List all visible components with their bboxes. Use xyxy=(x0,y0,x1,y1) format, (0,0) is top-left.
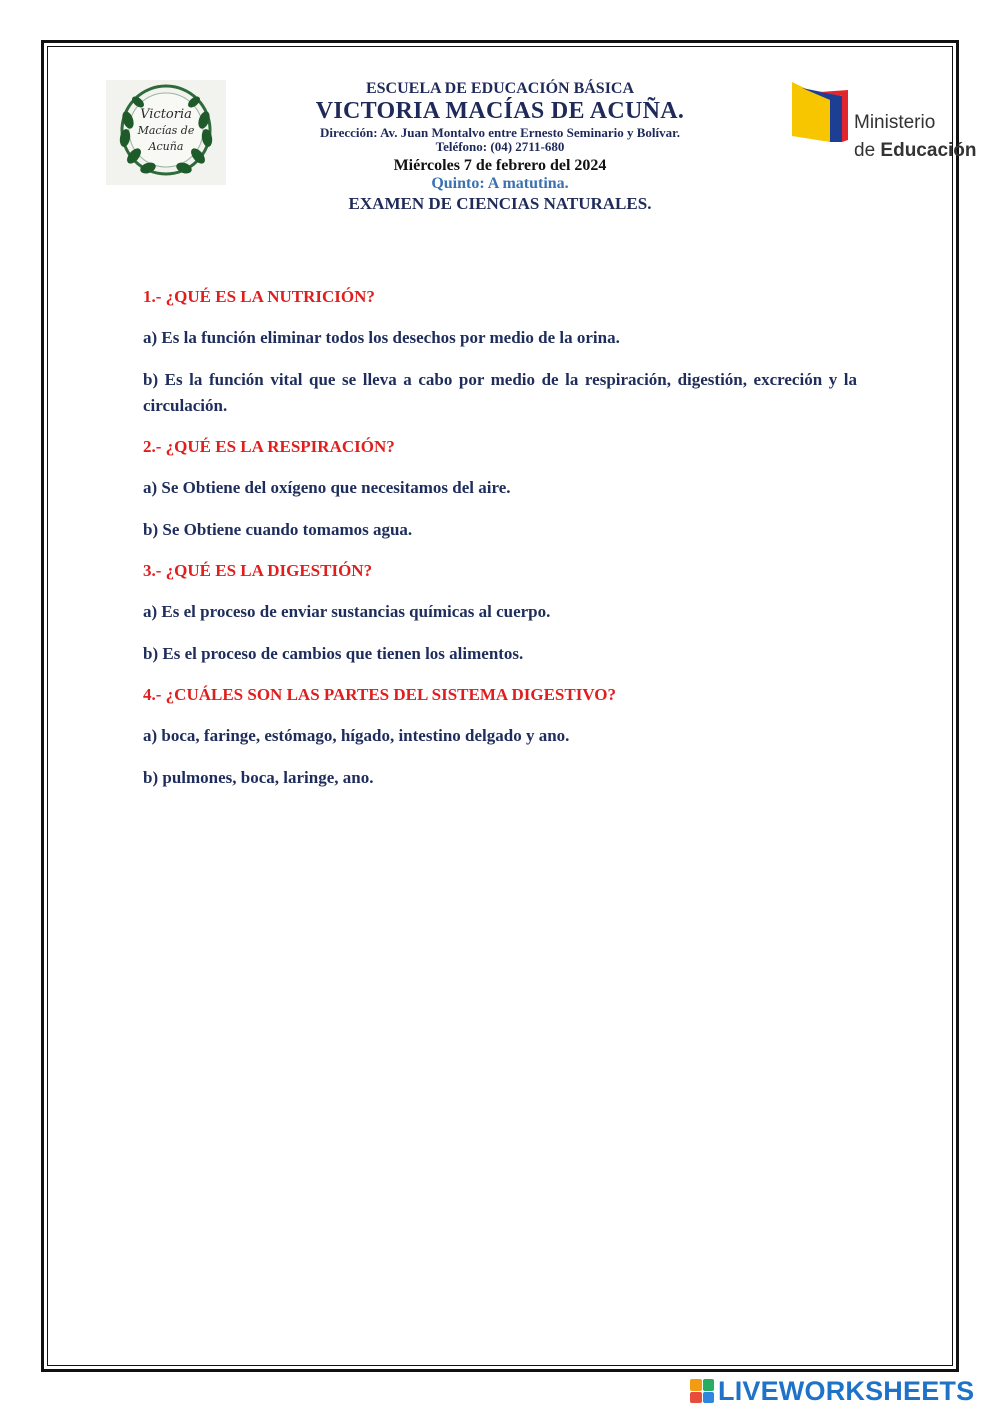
ministry-line2-bold: Educación xyxy=(880,140,977,161)
grade-label: Quinto: A matutina. xyxy=(431,175,569,193)
question-2-option-a[interactable]: a) Se Obtiene del oxígeno que necesitamos del aire. xyxy=(143,478,511,497)
question-1-option-a[interactable]: a) Es la función eliminar todos los desechos por medio de la orina. xyxy=(143,328,620,347)
exam-content xyxy=(143,285,857,807)
question-2: 2.- ¿QUÉ ES LA RESPIRACIÓN? xyxy=(143,437,395,456)
school-logo xyxy=(106,80,226,185)
liveworksheets-text: LIVEWORKSHEETS xyxy=(718,1375,975,1406)
svg-text:de Educación xyxy=(854,140,977,161)
ministry-logo xyxy=(790,78,977,161)
school-address: Dirección: Av. Juan Montalvo entre Ernesto Seminario y Bolívar. xyxy=(320,124,680,140)
document-header xyxy=(230,80,770,213)
school-phone: Teléfono: (04) 2711-680 xyxy=(435,139,565,155)
ministry-line1: Ministerio xyxy=(854,112,936,133)
exam-title: EXAMEN DE CIENCIAS NATURALES. xyxy=(348,193,652,213)
question-4-option-b[interactable]: b) pulmones, boca, laringe, ano. xyxy=(143,768,374,787)
school-name: VICTORIA MACÍAS DE ACUÑA. xyxy=(315,97,685,124)
question-3-option-b[interactable]: b) Es el proceso de cambios que tienen los alimentos. xyxy=(143,644,524,663)
question-1-option-b[interactable]: b) Es la función vital que se lleva a cabo por medio de la respiración, digestión, excreción y la circulación. xyxy=(143,370,857,415)
question-2-option-b[interactable]: b) Se Obtiene cuando tomamos agua. xyxy=(143,520,413,539)
liveworksheets-icon xyxy=(690,1379,714,1403)
question-3-option-a[interactable]: a) Es el proceso de enviar sustancias químicas al cuerpo. xyxy=(143,602,551,621)
ministry-line2-prefix: de xyxy=(854,140,881,161)
logo-line1: Victoria xyxy=(140,107,192,122)
logo-line2: Macías de xyxy=(137,124,195,137)
question-1: 1.- ¿QUÉ ES LA NUTRICIÓN? xyxy=(143,287,375,306)
question-4-option-a[interactable]: a) boca, faringe, estómago, hígado, intestino delgado y ano. xyxy=(143,726,570,745)
exam-date: Miércoles 7 de febrero del 2024 xyxy=(393,156,607,174)
question-3: 3.- ¿QUÉ ES LA DIGESTIÓN? xyxy=(143,561,373,580)
question-4: 4.- ¿CUÁLES SON LAS PARTES DEL SISTEMA DIGESTIVO? xyxy=(143,685,616,704)
school-type: ESCUELA DE EDUCACIÓN BÁSICA xyxy=(365,80,635,97)
logo-line3: Acuña xyxy=(148,140,184,153)
liveworksheets-watermark[interactable] xyxy=(690,1374,974,1408)
